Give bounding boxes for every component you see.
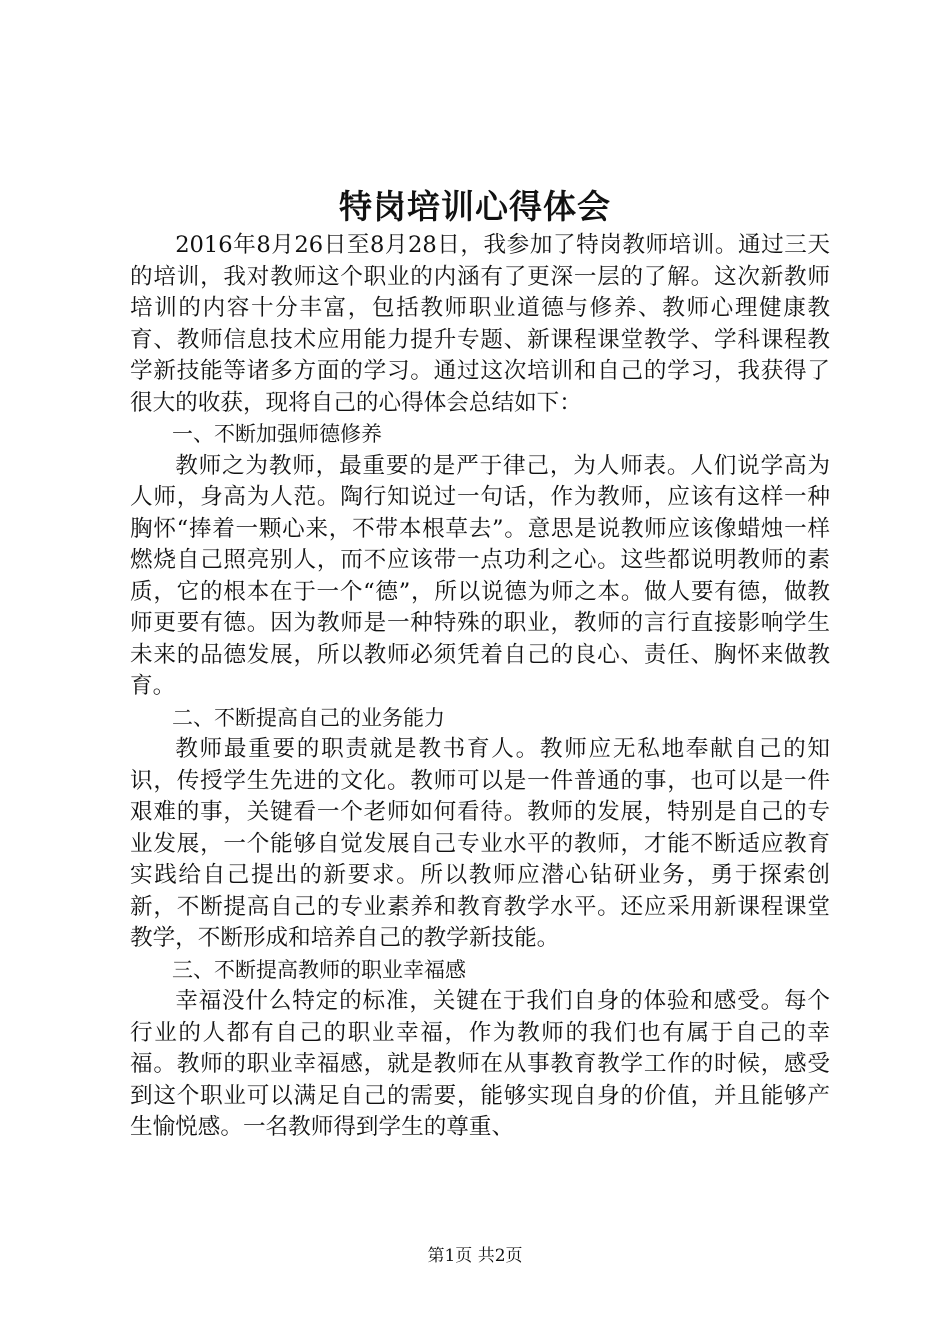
section-3-heading: 三、不断提高教师的职业幸福感 bbox=[172, 957, 466, 982]
document-body bbox=[130, 230, 830, 1144]
intro-paragraph: 2016年8月26日至8月28日，我参加了特岗教师培训。通过三天的培训，我对教师这个职业的内涵有了更深一层的了解。这次新教师培训的内容十分丰富，包括教师职业道德与修养、教师心理健康教育、教师信息技术应用能力提升专题、新课程课堂教学、学科课程教学新技能等诸多方面的学习。通过这次培训和自己的学习，我获得了很大的收获，现将自己的心得体会总结如下： bbox=[130, 232, 830, 416]
section-2-paragraph: 教师最重要的职责就是教书育人。教师应无私地奉献自己的知识，传授学生先进的文化。教师可以是一件普通的事，也可以是一件艰难的事，关键看一个老师如何看待。教师的发展，特别是自己的专业发展，一个能够自觉发展自己专业水平的教师，才能不断适应教育实践给自己提出的新要求。所以教师应潜心钻研业务，勇于探索创新，不断提高自己的专业素养和教育教学水平。还应采用新课程课堂教学，不断形成和培养自己的教学新技能。 bbox=[130, 736, 830, 951]
section-1-heading: 一、不断加强师德修养 bbox=[172, 422, 382, 446]
document-title: 特岗培训心得体会 bbox=[339, 187, 611, 226]
page-footer: 第1页 共2页 bbox=[427, 1246, 523, 1266]
section-3-paragraph: 幸福没什么特定的标准，关键在于我们自身的体验和感受。每个行业的人都有自己的职业幸福，作为教师的我们也有属于自己的幸福。教师的职业幸福感，就是教师在从事教育教学工作的时候，感受到这个职业可以满足自己的需要，能够实现自身的价值，并且能够产生愉悦感。一名教师得到学生的尊重、 bbox=[130, 988, 830, 1140]
section-1-paragraph: 教师之为教师，最重要的是严于律己，为人师表。人们说学高为人师，身高为人范。陶行知说过一句话，作为教师，应该有这样一种胸怀“捧着一颗心来，不带本根草去”。意思是说教师应该像蜡烛一样燃烧自己照亮别人，而不应该带一点功利之心。这些都说明教师的素质，它的根本在于一个“德”，所以说德为师之本。做人要有德，做教师更要有德。因为教师是一种特殊的职业，教师的言行直接影响学生未来的品德发展，所以教师必须凭着自己的良心、责任、胸怀来做教育。 bbox=[130, 452, 830, 699]
section-2-heading: 二、不断提高自己的业务能力 bbox=[172, 705, 445, 730]
